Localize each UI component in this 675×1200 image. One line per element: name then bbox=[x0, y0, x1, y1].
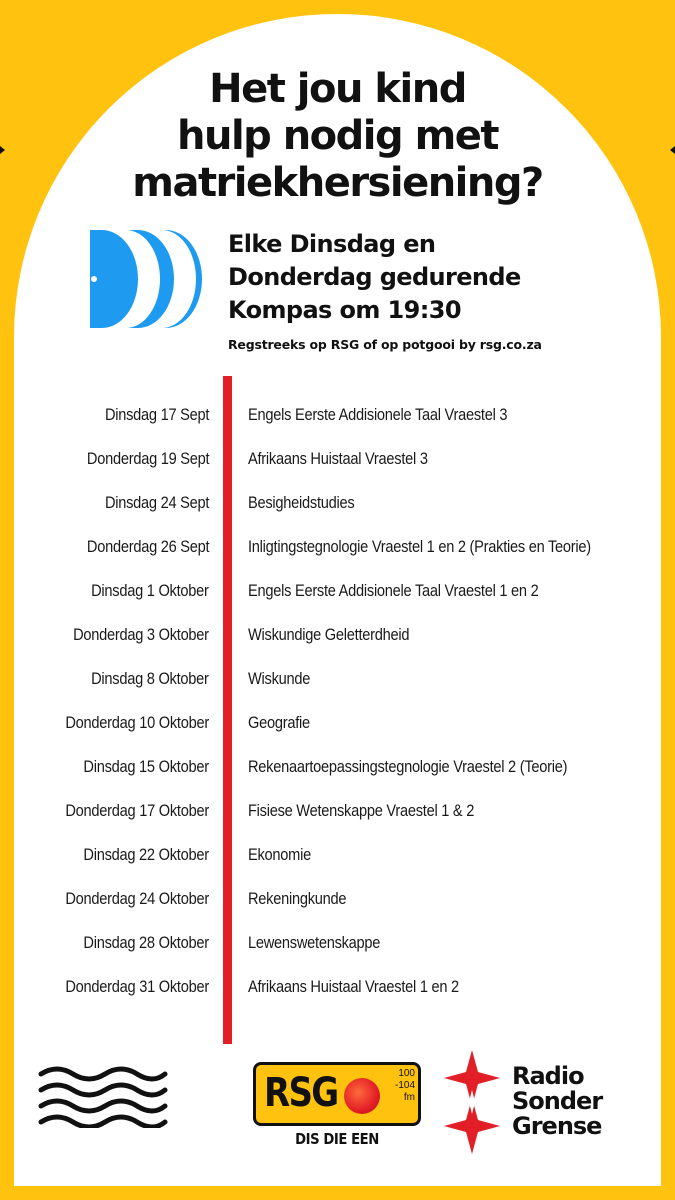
row-date: Dinsdag 15 Oktober bbox=[83, 757, 209, 776]
row-date: Dinsdag 8 Oktober bbox=[91, 669, 209, 688]
row-subject: Rekeningkunde bbox=[248, 889, 347, 908]
row-subject: Inligtingstegnologie Vraestel 1 en 2 (Prakties en Teorie) bbox=[248, 537, 591, 556]
brand-line-1: Radio bbox=[512, 1062, 584, 1090]
list-item bbox=[0, 923, 675, 967]
list-item bbox=[0, 395, 675, 439]
row-date: Donderdag 3 Oktober bbox=[73, 625, 209, 644]
list-item bbox=[0, 703, 675, 747]
red-star-icon bbox=[444, 1050, 500, 1154]
row-subject: Engels Eerste Addisionele Taal Vraestel 3 bbox=[248, 405, 508, 424]
list-item bbox=[0, 527, 675, 571]
row-date: Donderdag 26 Sept bbox=[86, 537, 209, 556]
row-date: Dinsdag 28 Oktober bbox=[83, 933, 209, 952]
list-item bbox=[0, 835, 675, 879]
ddd-logo-icon bbox=[90, 230, 202, 328]
row-date: Dinsdag 22 Oktober bbox=[83, 845, 209, 864]
list-item bbox=[0, 439, 675, 483]
list-item bbox=[0, 615, 675, 659]
row-subject: Ekonomie bbox=[248, 845, 311, 864]
rsg-frequency bbox=[385, 1068, 415, 1104]
headline-line-2: hulp nodig met bbox=[176, 113, 498, 159]
headline-line-3: matriekhersiening? bbox=[132, 160, 543, 206]
live-note: Regstreeks op RSG of op potgooi by rsg.co.za bbox=[228, 337, 542, 352]
schedule-line-1: Elke Dinsdag en bbox=[228, 230, 436, 258]
rsg-tagline: DIS DIE EEN bbox=[295, 1130, 379, 1148]
freq-mid: -104 bbox=[394, 1080, 415, 1091]
row-date: Dinsdag 24 Sept bbox=[104, 493, 209, 512]
list-item bbox=[0, 747, 675, 791]
row-subject: Afrikaans Huistaal Vraestel 1 en 2 bbox=[248, 977, 459, 996]
list-item bbox=[0, 659, 675, 703]
list-item bbox=[0, 571, 675, 615]
row-subject: Afrikaans Huistaal Vraestel 3 bbox=[248, 449, 428, 468]
radio-sonder-grense-wordmark bbox=[512, 1064, 602, 1139]
headline bbox=[0, 66, 675, 207]
row-subject: Besigheidstudies bbox=[248, 493, 355, 512]
row-subject: Fisiese Wetenskappe Vraestel 1 & 2 bbox=[248, 801, 475, 820]
rsg-logo bbox=[253, 1062, 421, 1126]
row-date: Dinsdag 1 Oktober bbox=[91, 581, 209, 600]
freq-unit: fm bbox=[403, 1092, 415, 1103]
list-item bbox=[0, 791, 675, 835]
row-subject: Engels Eerste Addisionele Taal Vraestel 1 en 2 bbox=[248, 581, 539, 600]
brand-line-3: Grense bbox=[512, 1112, 602, 1140]
row-date: Donderdag 24 Oktober bbox=[65, 889, 209, 908]
row-date: Donderdag 31 Oktober bbox=[65, 977, 209, 996]
waves-icon bbox=[38, 1066, 168, 1128]
schedule-line-2: Donderdag gedurende bbox=[228, 263, 521, 291]
row-subject: Lewenswetenskappe bbox=[248, 933, 381, 952]
rsg-dot-icon bbox=[344, 1078, 380, 1114]
row-date: Donderdag 17 Oktober bbox=[65, 801, 209, 820]
rsg-logo-letters: RSG bbox=[264, 1070, 338, 1116]
list-item bbox=[0, 483, 675, 527]
brand-line-2: Sonder bbox=[512, 1087, 603, 1115]
revision-schedule-list bbox=[0, 395, 675, 1011]
row-subject: Wiskunde bbox=[248, 669, 311, 688]
schedule-line-3: Kompas om 19:30 bbox=[228, 296, 461, 324]
row-subject: Geografie bbox=[248, 713, 310, 732]
row-subject: Wiskundige Geletterdheid bbox=[248, 625, 410, 644]
list-item bbox=[0, 879, 675, 923]
row-date: Donderdag 19 Sept bbox=[86, 449, 209, 468]
headline-line-1: Het jou kind bbox=[209, 66, 466, 112]
list-item bbox=[0, 967, 675, 1011]
broadcast-schedule bbox=[228, 228, 521, 327]
freq-top: 100 bbox=[398, 1068, 415, 1079]
row-date: Donderdag 10 Oktober bbox=[65, 713, 209, 732]
row-subject: Rekenaartoepassingstegnologie Vraestel 2 (Teorie) bbox=[248, 757, 568, 776]
row-date: Dinsdag 17 Sept bbox=[104, 405, 209, 424]
